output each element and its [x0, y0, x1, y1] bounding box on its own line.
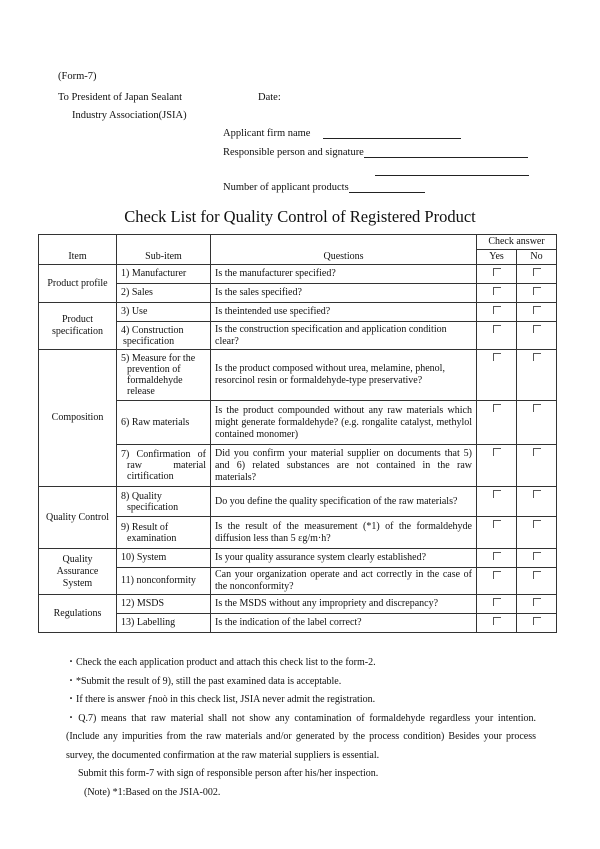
question-cell: Is the indication of the label correct?	[211, 614, 477, 633]
addressee-line-2: Industry Association(JSIA)	[72, 110, 187, 121]
note-attach: ・Check the each application product and attach this check list to the form-2.	[66, 657, 376, 668]
note-submit-result: ・*Submit the result of 9), still the past examined data is acceptable.	[66, 675, 342, 687]
question-cell: Is the manufacturer specified?	[211, 265, 477, 284]
table-row	[39, 549, 557, 568]
product-count-row	[223, 181, 425, 193]
subitem-cell: 3) Use	[117, 303, 211, 322]
table-header-row	[39, 235, 557, 250]
applicant-firm-field[interactable]	[323, 127, 461, 139]
yes-checkbox[interactable]	[493, 571, 501, 579]
no-checkbox[interactable]	[533, 571, 541, 579]
no-checkbox[interactable]	[533, 490, 541, 498]
note-no-answer: ・If there is answer ƒnoò in this check list, JSIA never admit the registration.	[66, 694, 376, 705]
responsible-person-field[interactable]	[364, 146, 528, 158]
note-reference: (Note) *1:Based on the JSIA-002.	[84, 786, 221, 798]
question-cell: Is your quality assurance system clearly established?	[211, 549, 477, 568]
product-count-label: Number of applicant products	[223, 182, 349, 193]
note-submit-form: Submit this form-7 with sign of responsible person after his/her inspection.	[78, 768, 379, 779]
yes-checkbox[interactable]	[493, 268, 501, 276]
item-quality-assurance: Quality Assurance System	[39, 549, 117, 595]
question-cell: Is the product compounded without any raw materials which might generate formaldehyde? (e.g. rongalite catalyst, methylol contained monomer)	[211, 401, 477, 445]
responsible-person-label: Responsible person and signature	[223, 147, 364, 158]
no-checkbox[interactable]	[533, 520, 541, 528]
subitem-cell: 5) Measure for the prevention of formaldehyde release	[117, 350, 211, 401]
yes-checkbox[interactable]	[493, 287, 501, 295]
question-cell: Can your organization operate and act correctly in the case of the nonconformity?	[211, 568, 477, 595]
header-no: No	[517, 250, 557, 265]
question-cell: Is the result of the measurement (*1) of the formaldehyde diffusion less than 5 εg/m·h?	[211, 517, 477, 549]
question-cell: Did you confirm your material supplier on documents that 5) and 6) related substances are not contained in the raw materials?	[211, 445, 477, 487]
no-checkbox[interactable]	[533, 306, 541, 314]
subitem-cell: 9) Result of examination	[117, 517, 211, 549]
question-cell: Is theintended use specified?	[211, 303, 477, 322]
form-number: (Form-7)	[58, 71, 97, 82]
notes-section	[66, 654, 536, 802]
applicant-firm-row	[223, 127, 461, 139]
date-label: Date:	[258, 92, 281, 103]
no-checkbox[interactable]	[533, 448, 541, 456]
product-count-field[interactable]	[349, 181, 425, 193]
subitem-cell: 7) Confirmation of raw material cirtification	[117, 445, 211, 487]
table-row	[39, 614, 557, 633]
applicant-firm-label: Applicant firm name	[223, 128, 311, 139]
subitem-cell: 2) Sales	[117, 284, 211, 303]
header-subitem: Sub-item	[117, 235, 211, 265]
table-row	[39, 445, 557, 487]
header-yes: Yes	[477, 250, 517, 265]
checklist-table	[38, 234, 557, 633]
yes-checkbox[interactable]	[493, 325, 501, 333]
table-row	[39, 517, 557, 549]
signature-field[interactable]	[375, 164, 529, 176]
yes-checkbox[interactable]	[493, 306, 501, 314]
no-checkbox[interactable]	[533, 268, 541, 276]
question-cell: Is the construction specification and application condition clear?	[211, 322, 477, 350]
yes-checkbox[interactable]	[493, 448, 501, 456]
yes-checkbox[interactable]	[493, 404, 501, 412]
table-row	[39, 401, 557, 445]
table-row	[39, 265, 557, 284]
header-questions: Questions	[211, 235, 477, 265]
item-quality-control: Quality Control	[39, 487, 117, 549]
no-checkbox[interactable]	[533, 598, 541, 606]
item-composition: Composition	[39, 350, 117, 487]
table-row	[39, 284, 557, 303]
subitem-cell: 11) nonconformity	[117, 568, 211, 595]
yes-checkbox[interactable]	[493, 520, 501, 528]
table-row	[39, 350, 557, 401]
subitem-cell: 12) MSDS	[117, 595, 211, 614]
subitem-cell: 6) Raw materials	[117, 401, 211, 445]
header-item: Item	[39, 235, 117, 265]
no-checkbox[interactable]	[533, 287, 541, 295]
subitem-cell: 13) Labelling	[117, 614, 211, 633]
subitem-cell: 1) Manufacturer	[117, 265, 211, 284]
item-product-specification: Product specification	[39, 303, 117, 350]
signature-row	[375, 164, 529, 176]
yes-checkbox[interactable]	[493, 353, 501, 361]
no-checkbox[interactable]	[533, 404, 541, 412]
no-checkbox[interactable]	[533, 617, 541, 625]
table-row	[39, 303, 557, 322]
table-row	[39, 595, 557, 614]
header-check-answer: Check answer	[477, 235, 557, 250]
addressee-line-1: To President of Japan Sealant	[58, 92, 183, 103]
subitem-cell: 10) System	[117, 549, 211, 568]
question-cell: Is the product composed without urea, melamine, phenol, resorcinol resin or formaldehyde-type preservative?	[211, 350, 477, 401]
subitem-cell: 8) Quality specification	[117, 487, 211, 517]
no-checkbox[interactable]	[533, 353, 541, 361]
subitem-cell: 4) Construction specification	[117, 322, 211, 350]
table-row	[39, 322, 557, 350]
yes-checkbox[interactable]	[493, 490, 501, 498]
yes-checkbox[interactable]	[493, 617, 501, 625]
table-row	[39, 487, 557, 517]
yes-checkbox[interactable]	[493, 552, 501, 560]
question-cell: Do you define the quality specification of the raw materials?	[211, 487, 477, 517]
question-cell: Is the MSDS without any impropriety and discrepancy?	[211, 595, 477, 614]
table-row	[39, 568, 557, 595]
responsible-person-row	[223, 146, 528, 158]
question-cell: Is the sales specified?	[211, 284, 477, 303]
item-product-profile: Product profile	[39, 265, 117, 303]
no-checkbox[interactable]	[533, 552, 541, 560]
no-checkbox[interactable]	[533, 325, 541, 333]
item-regulations: Regulations	[39, 595, 117, 633]
note-q7: ・Q.7) means that raw material shall not show any contamination of formaldehyde regardless your intention. (Include any impurities from the raw materials and/or generated by the process condition) Besides your process survey, the documented confirmation at the raw material suppliers is essential.	[66, 712, 536, 761]
yes-checkbox[interactable]	[493, 598, 501, 606]
page-title: Check List for Quality Control of Registered Product	[124, 207, 476, 226]
